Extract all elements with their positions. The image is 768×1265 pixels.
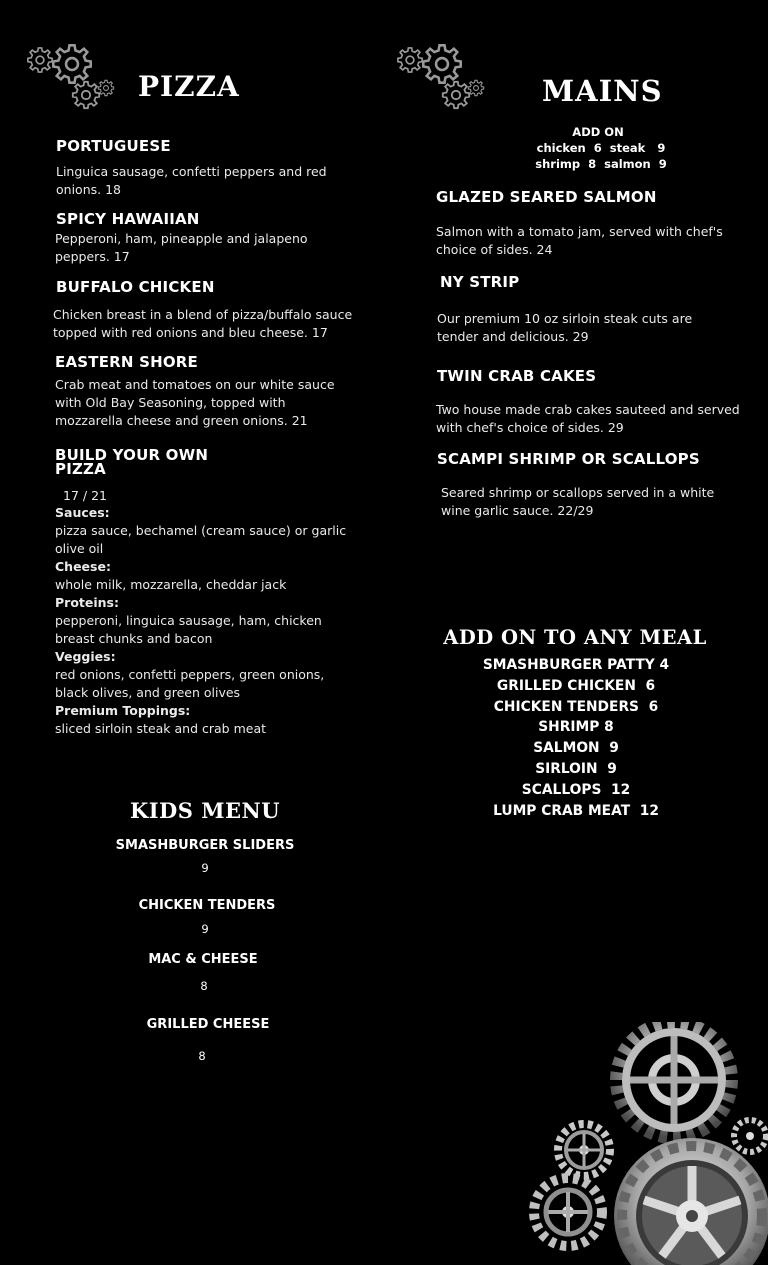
byo-option-text: pizza sauce, bechamel (cream sauce) or garlic olive oil [55,523,347,556]
byo-title [55,448,208,476]
mains-gears-icon [396,42,492,114]
mains-add-on-title: ADD ON [572,125,624,139]
kids-item-price: 8 [200,979,208,993]
kids-item-name: GRILLED CHEESE [146,1017,270,1032]
byo-option-label: Proteins: [55,595,119,610]
byo-price: 17 / 21 [63,488,107,503]
mains-item-desc: Two house made crab cakes sauteed and served with chef's choice of sides. 29 [436,402,740,435]
byo-title-line1: BUILD YOUR OWN [55,446,209,464]
byo-option-label: Premium Toppings: [55,703,191,718]
byo-options [55,504,375,738]
pizza-item-name: SPICY HAWAIIAN [56,210,200,228]
addon-item: LUMP CRAB MEAT 12 [493,802,659,819]
pizza-item-name: EASTERN SHORE [55,353,198,371]
kids-title: KIDS MENU [129,798,281,823]
byo-option-text: whole milk, mozzarella, cheddar jack [55,577,287,592]
kids-item-name: MAC & CHEESE [148,952,258,967]
pizza-item-desc: Crab meat and tomatoes on our white sauce with Old Bay Seasoning, topped with mozzarella cheese and green onions. 21 [55,377,335,428]
addon-item: SHRIMP 8 [538,719,614,736]
mains-item-name: SCAMPI SHRIMP OR SCALLOPS [437,450,700,468]
pizza-item-desc: Pepperoni, ham, pineapple and jalapeno peppers. 17 [55,231,308,264]
pizza-title: PIZZA [138,70,240,103]
decorative-gears-icon [528,1022,768,1265]
mains-add-on-line: shrimp 8 salmon 9 [535,157,667,171]
mains-item-name: TWIN CRAB CAKES [437,367,597,385]
addons-title: ADD ON TO ANY MEAL [443,626,707,649]
pizza-item-desc: Chicken breast in a blend of pizza/buffalo sauce topped with red onions and bleu cheese. 17 [53,307,353,340]
mains-item-name: NY STRIP [440,273,520,291]
pizza-item-desc: Linguica sausage, confetti peppers and red onions. 18 [56,164,327,197]
addon-item: SIRLOIN 9 [535,760,617,777]
byo-title-line2: PIZZA [55,460,106,478]
pizza-gears-icon [26,42,122,114]
addon-item: GRILLED CHICKEN 6 [496,677,656,694]
pizza-item-name: PORTUGUESE [56,137,171,155]
kids-item-name: CHICKEN TENDERS [138,898,276,913]
byo-option-text: red onions, confetti peppers, green onions, black olives, and green olives [55,667,325,700]
addon-item: SMASHBURGER PATTY 4 [482,657,670,673]
mains-title: MAINS [542,74,663,108]
addon-item: CHICKEN TENDERS 6 [493,698,659,715]
pizza-item-name: BUFFALO CHICKEN [56,278,215,296]
mains-item-name: GLAZED SEARED SALMON [436,188,657,206]
mains-item-desc: Salmon with a tomato jam, served with chef's choice of sides. 24 [436,224,723,257]
byo-option-text: pepperoni, linguica sausage, ham, chicken breast chunks and bacon [55,613,322,646]
mains-item-desc: Our premium 10 oz sirloin steak cuts are tender and delicious. 29 [437,311,693,344]
mains-add-on [498,124,704,172]
byo-option-label: Sauces: [55,505,110,520]
mains-item-desc: Seared shrimp or scallops served in a white wine garlic sauce. 22/29 [441,485,715,518]
addons-list [420,655,732,821]
kids-item-price: 9 [201,861,209,875]
byo-option-label: Veggies: [55,649,116,664]
kids-item-price: 8 [198,1049,206,1063]
addon-item: SALMON 9 [533,740,619,757]
byo-option-label: Cheese: [55,559,111,574]
mains-add-on-line: chicken 6 steak 9 [536,141,666,155]
addon-item: SCALLOPS 12 [521,781,631,798]
byo-option-text: sliced sirloin steak and crab meat [55,721,267,736]
kids-item-price: 9 [201,922,209,936]
kids-item-name: SMASHBURGER SLIDERS [115,838,295,853]
